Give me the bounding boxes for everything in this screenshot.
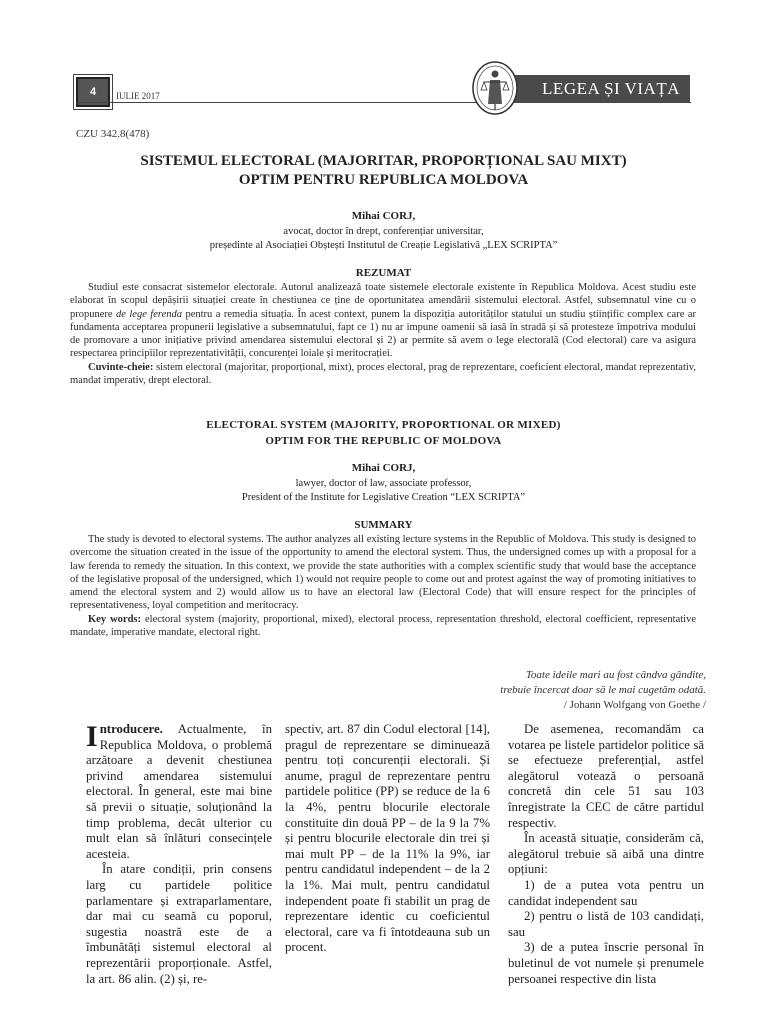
epigraph-line1: Toate ideile mari au fost cândva gândite, xyxy=(525,669,706,681)
body-column-1 xyxy=(86,722,272,987)
article-title-en xyxy=(76,417,691,449)
keywords-ro: sistem electoral (majoritar, proporțional, mixt), proces electoral, prag de reprezentare, coeficient electoral, mandat reprezentativ, mandat imperativ, drept electoral. xyxy=(70,361,696,387)
drop-cap: I xyxy=(86,720,98,753)
epigraph-line2: trebuie încercat doar să le mai cugetăm odată. xyxy=(500,684,706,696)
body-column-2 xyxy=(285,722,490,956)
abstract-en-text: The study is devoted to electoral systems. The author analyzes all existing lecture systems in the Republic of Moldova. This study is designed to overcome the situation created in the issue of the opportunity to amend the electoral system. Thus, the undersigned comes up with a proposal for a law ferenda to remedy the situation. In this context, we provide the state authorities with a complex scientific study that would base the acceptance of the legislative proposal of the undersigned, which 1) would not require people to come out and protest against the way of promoting initiatives to amend the electoral system and 2) would allow us to have an electoral law (Electoral Code) that will ensure respect for the principles of representativeness, loyal competition and meritocracy. xyxy=(70,534,696,612)
abstract-ro-text2: pentru a remedia situația. În acest context, punem la dispoziția autorităților statului un studiu științific complex care ar fundamenta acceptarea propunerii legislative a subsemnatului, fapt ce 1) nu ar impune oamenii să iasă în stradă și să protesteze împotriva modului de promovare a unor inițiative privind amendarea sistemului electoral și 2) ar permite să avem o lege electorală (Cod electoral) care va asigura respectarea principiilor reprezentativității, concurenței loiale și meritocrației. xyxy=(70,308,696,360)
intro-lead: ntroducere. xyxy=(99,722,163,736)
col2-paragraph1: spectiv, art. 87 din Codul electoral [14], pragul de reprezentare se diminuează pentru toți concurenții electorali. Și anume, pragul de reprezentare pentru partidele politice (PP) se reduce de la 6 la 4%, pentru blocurile electorale constituite din două PP – de la 9 la 7% și pentru blocurile electorale din trei și mai mult PP – de la 11% la 9%, iar pentru candidatul independent – de la 2 la 1%. Mai mult, pentru candidatul independent poate fi stabilit un prag de reprezentare identic cu coeficientul electoral, care va fi întotdeauna sub un procent. xyxy=(285,722,490,955)
abstract-heading-ro: REZUMAT xyxy=(355,267,412,279)
justice-emblem-icon xyxy=(470,60,520,116)
affiliation-ro xyxy=(76,225,691,253)
col3-paragraph2: În această situație, considerăm că, alegătorul trebuie să aibă una dintre opțiuni: xyxy=(508,831,704,877)
col3-paragraph1: De asemenea, recomandăm ca votarea pe listele partidelor politice să se efectueze preferențial, astfel alegătorul votează o persoană concretă din cele 51 sau 103 înregistrate la CEC de către partidul respectiv. xyxy=(508,722,704,830)
col3-paragraph4: 2) pentru o listă de 103 candidați, sau xyxy=(508,909,704,939)
col3-paragraph5: 3) de a putea înscrie personal în buletinul de vot numele și prenumele persoanei respective din lista xyxy=(508,940,704,986)
col1-paragraph2: În atare condiții, prin consens larg cu partidele politice parlamentare și extraparlamentare, dar mai cu seamă cu poporul, sugestia noastră este de a îmbunătăți sistemul electoral al reprezentării proporționale. Astfel, la art. 86 alin. (2) și, re- xyxy=(86,862,272,986)
affiliation-ro-line1: avocat, doctor în drept, conferențiar universitar, xyxy=(283,226,484,237)
article-title-ro xyxy=(76,152,691,190)
abstract-ro xyxy=(70,281,696,387)
abstract-ro-text1: Studiul este consacrat sistemelor electorale. Autorul analizează toate sistemele electorale existente în Republica Moldova. Acest studiu este elaborat în scopul depășirii situației create în chestiunea ce ține de oportunitatea amendării sistemului electoral. Astfel, subsemnatul vine cu o propunere xyxy=(70,282,696,320)
author-ro: Mihai CORJ, xyxy=(351,210,416,222)
title-ro-line1: SISTEMUL ELECTORAL (MAJORITAR, PROPORȚIONAL SAU MIXT) xyxy=(140,153,627,169)
title-en-line2: OPTIM FOR THE REPUBLIC OF MOLDOVA xyxy=(265,435,502,447)
author-en: Mihai CORJ, xyxy=(351,462,416,474)
page-number: 4 xyxy=(76,77,110,107)
title-en-line1: ELECTORAL SYSTEM (MAJORITY, PROPORTIONAL OR MIXED) xyxy=(206,419,561,431)
epigraph-attribution: / Johann Wolfgang von Goethe / xyxy=(563,699,706,711)
body-column-3 xyxy=(508,722,704,987)
udc-code: CZU 342.8(478) xyxy=(76,128,150,140)
affiliation-en-line2: President of the Institute for Legislative Creation “LEX SCRIPTA” xyxy=(241,492,526,503)
col3-paragraph3: 1) de a putea vota pentru un candidat independent sau xyxy=(508,877,704,908)
abstract-heading-en: SUMMARY xyxy=(354,519,413,531)
col1-paragraph1: Actualmente, în Republica Moldova, o problemă arzătoare a devenit chestiunea privind amendarea sistemului electoral. În general, este mai bine să previi o situație, soluționând la timp problema, decât ulterior cu mult elan să înlături consecințele acesteia. xyxy=(86,722,272,861)
affiliation-en xyxy=(76,477,691,505)
title-ro-line2: OPTIM PENTRU REPUBLICA MOLDOVA xyxy=(238,172,529,188)
keywords-en: electoral system (majority, proportional, mixed), electoral process, representation threshold, electoral coefficient, representative mandate, imperative mandate, electoral right. xyxy=(70,613,696,639)
keywords-label-en: Key words: xyxy=(88,613,141,625)
affiliation-en-line1: lawyer, doctor of law, associate professor, xyxy=(295,478,472,489)
keywords-label-ro: Cuvinte-cheie: xyxy=(88,361,154,373)
affiliation-ro-line2: președinte al Asociației Obștești Institutul de Creație Legislativă „LEX SCRIPTA” xyxy=(209,240,558,251)
journal-banner xyxy=(505,75,690,103)
abstract-ro-italic: de lege ferenda xyxy=(116,308,182,320)
epigraph xyxy=(406,668,706,713)
journal-title: LEGEA ȘI VIAȚA xyxy=(542,79,680,98)
abstract-en xyxy=(70,533,696,639)
issue-date: IULIE 2017 xyxy=(116,91,160,101)
